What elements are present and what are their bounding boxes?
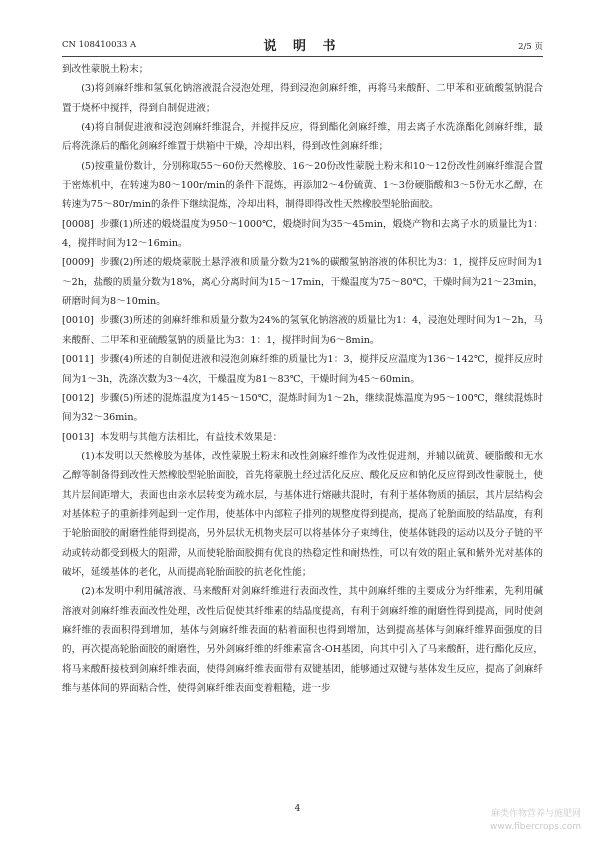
document-title: 说 明 书 (263, 39, 342, 54)
paragraph-text: 步骤(3)所述的剑麻纤维和质量分数为24%的氢氧化钠溶液的质量比为1：4，浸泡处理时间为1～2h，马来酸酐、二甲苯和亚硫酸氢钠的质量比为3：1：1，搅拌时间为6～8min。 (62, 315, 543, 346)
paragraph (62, 582, 543, 698)
paragraph-number: [0013] (62, 431, 94, 443)
paragraph-text: 步骤(4)所述的自制促进液和浸泡剑麻纤维的质量比为1：3，搅拌反应温度为136～142℃，搅拌反应时间为1～3h，洗涤次数为3～4次，干燥温度为81～83℃，干燥时间为45～60min。 (62, 354, 543, 385)
document-body (62, 60, 543, 698)
paragraph (62, 447, 543, 582)
paragraph-text: 到改性蒙脱土粉末； (62, 64, 149, 75)
paragraph (62, 428, 543, 447)
paragraph-text: 本发明与其他方法相比，有益技术效果是： (99, 431, 283, 443)
page-number: 4 (294, 804, 301, 814)
paragraph-text: 步骤(5)所述的混炼温度为145～150℃，混炼时间为1～2h，继续混炼温度为95～100℃，继续混炼时间为32～36min。 (62, 392, 543, 424)
paragraph-text: (1)本发明以天然橡胶为基体，改性蒙脱土粉末和改性剑麻纤维作为改性促进剂，并辅以硫黄、硬脂酸和无水乙醇等制备得到改性天然橡胶型轮胎面胶，首先将蒙脱土经过活化反应、酸化反应和钠化反应得到改性蒙脱土，使其片层间距增大，表面也由亲水层转变为疏水层，与基体进行熔融共混时，有利于基体物质的插层，其片层结构会对基体粒子的重新排列起到一定作用，使基体中内部粒子排列的规整度得到提高，提高了轮胎面胶的结晶度，有利于轮胎面胶的耐磨性能得到提高，另外层状无机物夹层可以将基体分子束缚住，使基体链段的运动以及分子链的平动或转动都受到极大的阻滞，从而使轮胎面胶拥有优良的热稳定性和耐热性，可以有效的阻止氧和紫外光对基体的破坏，延缓基体的老化，从而提高轮胎面胶的抗老化性能； (62, 450, 543, 578)
paragraph (62, 60, 543, 79)
paragraph-text: 步骤(2)所述的煅烧蒙脱土悬浮液和质量分数为21%的碳酸氢钠溶液的体积比为3：1，搅拌反应时间为1～2h，盐酸的质量分数为18%，离心分离时间为15～17min，干燥温度为75～80℃，干燥时间为21～23min，研磨时间为8～10min。 (62, 257, 543, 308)
paragraph-text: (5)按重量份数计，分别称取55～60份天然橡胶、16～20份改性蒙脱土粉末和10～12份改性剑麻纤维混合置于密炼机中，在转速为80～100r/min的条件下混炼，再添加2～4份硫黄、1～3份硬脂酸和3～5份无水乙醇，在转速为75～80r/min的条件下继续混炼，冷却出料，制得即得改性天然橡胶型轮胎面胶。 (62, 160, 543, 211)
watermark (490, 808, 581, 834)
paragraph (62, 311, 543, 350)
paragraph-number: [0012] (62, 392, 94, 404)
page-count: 2/5 页 (518, 42, 543, 52)
paragraph (62, 253, 543, 311)
paragraph-text: (4)将自制促进液和浸泡剑麻纤维混合，并搅拌反应，得到酯化剑麻纤维，用去离子水洗涤酯化剑麻纤维，最后将洗涤后的酯化剑麻纤维置于烘箱中干燥，冷却出料，得到改性剑麻纤维； (62, 122, 543, 153)
paragraph-text: (3)将剑麻纤维和氢氧化钠溶液混合浸泡处理，得到浸泡剑麻纤维，再将马来酸酐、二甲苯和亚硫酸氢钠混合置于烧杯中搅拌，得到自制促进液； (62, 83, 543, 114)
paragraph-number: [0010] (62, 315, 94, 327)
paragraph (62, 215, 543, 254)
paragraph-number: [0008] (62, 218, 94, 230)
watermark-site-name: 麻类作物营养与施肥网 (490, 809, 581, 819)
page-header (62, 34, 543, 52)
publication-number: CN 108410033 A (62, 40, 137, 50)
paragraph (62, 350, 543, 389)
paragraph (62, 118, 543, 157)
header-divider (62, 56, 543, 57)
paragraph-text: 步骤(1)所述的煅烧温度为950～1000℃，煅烧时间为35～45min，煅烧产物和去离子水的质量比为1：4，搅拌时间为12～16min。 (62, 218, 543, 250)
paragraph (62, 389, 543, 428)
paragraph-text: (2)本发明中利用碱溶液、马来酸酐对剑麻纤维进行表面改性，其中剑麻纤维的主要成分为纤维素，先利用碱溶液对剑麻纤维表面改性处理，改性后促使其纤维素的结晶度提高，有利于剑麻纤维的耐磨性得到提高，同时使剑麻纤维的表面积得到增加，基体与剑麻纤维表面的粘着面积也得到增加，达到提高基体与剑麻纤维界面强度的目的，再次提高轮胎面胶的耐磨性，另外剑麻纤维的纤维素富含-OH基团，向其中引入了马来酸酐，进行酯化反应，将马来酸酐接枝到剑麻纤维表面，使得剑麻纤维表面带有双键基团，能够通过双键与基体发生反应，提高了剑麻纤维与基体间的界面粘合性，使得剑麻纤维表面变着粗糙，进一步 (62, 586, 543, 694)
paragraph-number: [0011] (62, 354, 94, 366)
watermark-url: www.fibercrops.com (490, 822, 581, 832)
paragraph (62, 79, 543, 118)
paragraph-number: [0009] (62, 257, 94, 269)
paragraph (62, 157, 543, 215)
